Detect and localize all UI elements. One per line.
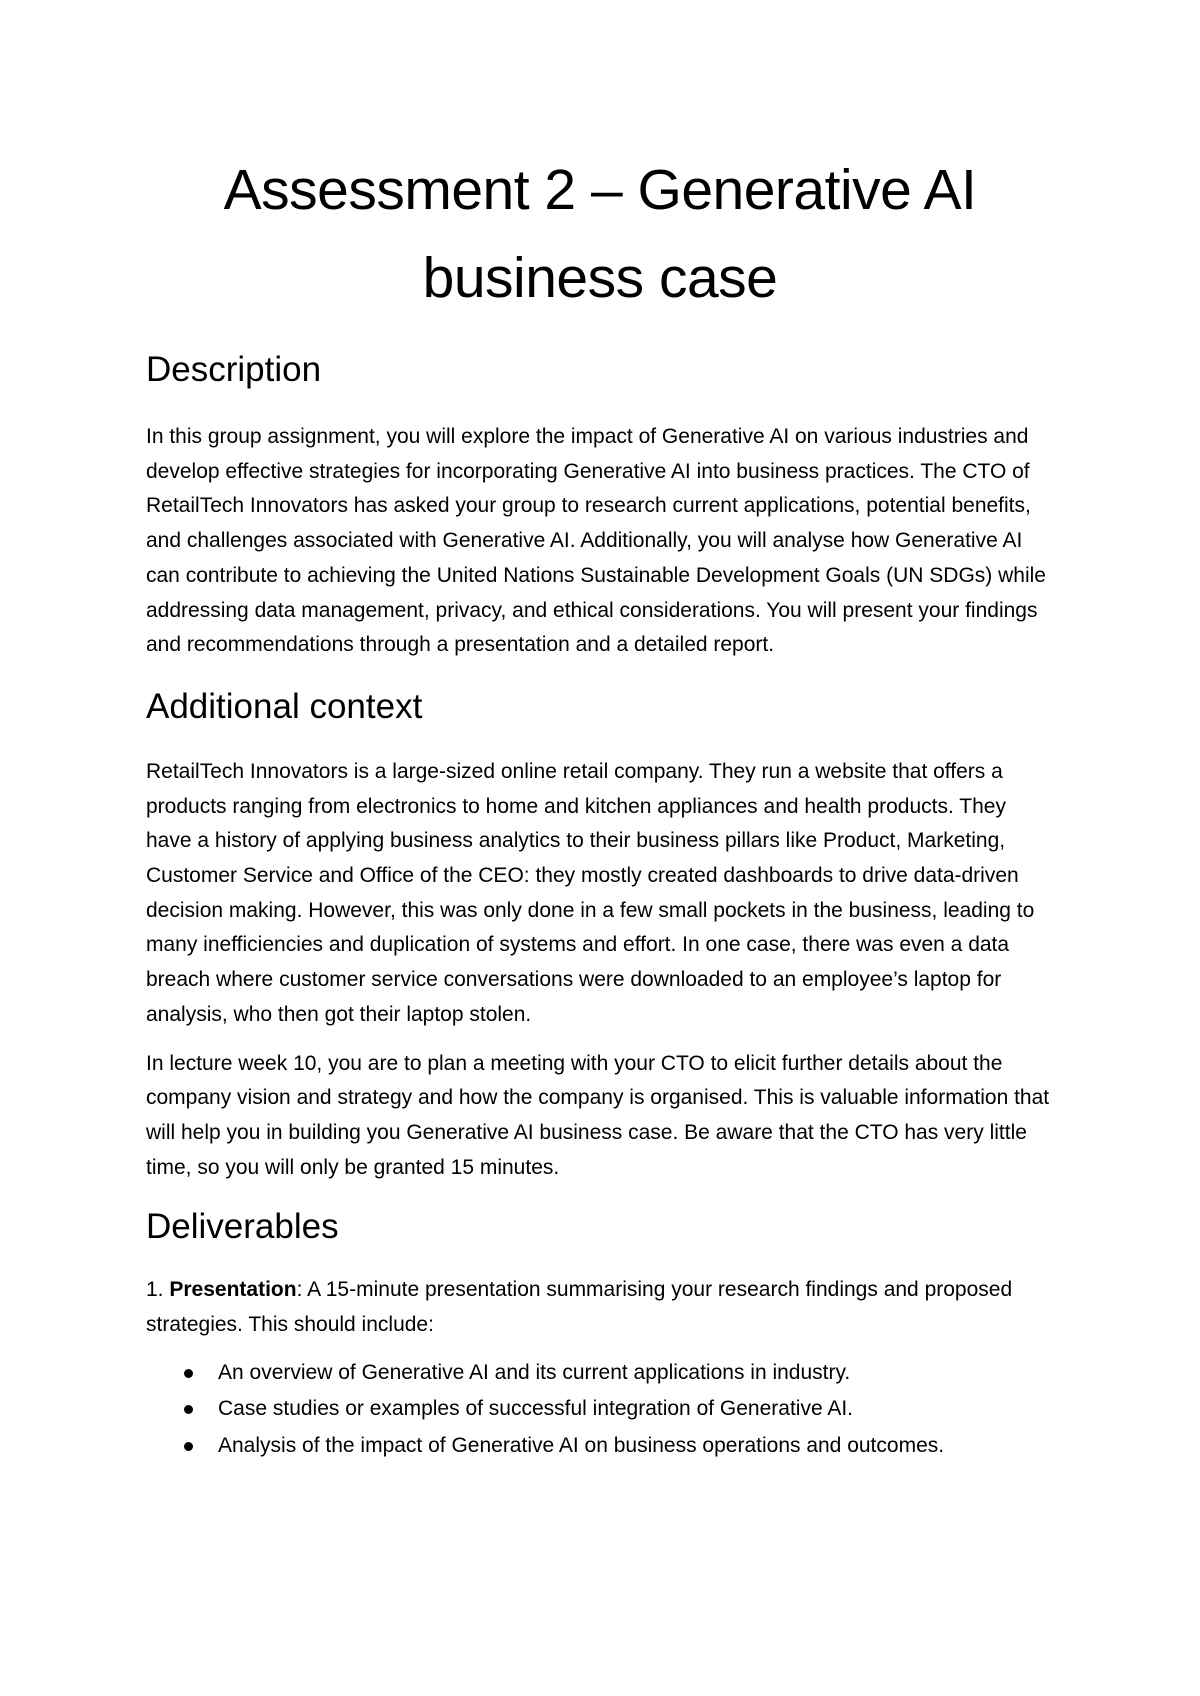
additional-context-paragraph-2: In lecture week 10, you are to plan a meeting with your CTO to elicit further details about the company vision and strategy and how the company is organised. This is valuable information that will help you in building you Generative AI business case. Be aware that the CTO has very little time, so you will only be granted 15 minutes. [146, 1051, 1050, 1179]
deliverable-item-1 [146, 1273, 1054, 1342]
document-title [146, 0, 1054, 322]
bullet-text: Case studies or examples of successful integration of Generative AI. [218, 1397, 853, 1421]
deliverable-label: Presentation [169, 1278, 297, 1302]
bullet-dot-icon [184, 1405, 193, 1414]
bullet-dot-icon [184, 1442, 193, 1451]
bullet-text: Analysis of the impact of Generative AI on business operations and outcomes. [218, 1433, 945, 1457]
bullet-item [218, 1391, 1054, 1428]
bullet-dot-icon [184, 1369, 193, 1378]
additional-context-heading: Additional context [146, 686, 423, 726]
title-line-2: business case [422, 246, 778, 310]
bullet-item [218, 1428, 1054, 1465]
deliverables-heading: Deliverables [146, 1207, 339, 1247]
additional-context-paragraph-1: RetailTech Innovators is a large-sized online retail company. They run a website that offers a products ranging from electronics to home and kitchen appliances and health products. They have a history of applying business analytics to their business pillars like Product, Marketing, Customer Service and Office of the CEO: they mostly created dashboards to drive data-driven decision making. However, this was only done in a few small pockets in the business, leading to many inefficiencies and duplication of systems and effort. In one case, there was even a data breach where customer service conversations were downloaded to an employee’s laptop for analysis, who then got their laptop stolen. [146, 759, 1035, 1026]
deliverable-bullet-list [146, 1355, 1054, 1465]
bullet-item [218, 1355, 1054, 1392]
bullet-text: An overview of Generative AI and its current applications in industry. [218, 1360, 851, 1384]
deliverable-text: : A 15-minute presentation summarising your research findings and proposed strategies. This should include: [146, 1278, 1013, 1337]
title-line-1: Assessment 2 – Generative AI [223, 158, 977, 222]
deliverable-number: 1. [146, 1278, 164, 1302]
description-paragraph: In this group assignment, you will explore the impact of Generative AI on various industries and develop effective strategies for incorporating Generative AI into business practices. The CTO of RetailTech Innovators has asked your group to research current applications, potential benefits, and challenges associated with Generative AI. Additionally, you will analyse how Generative AI can contribute to achieving the United Nations Sustainable Development Goals (UN SDGs) while addressing data management, privacy, and ethical considerations. You will present your findings and recommendations through a presentation and a detailed report. [146, 425, 1046, 657]
description-heading: Description [146, 350, 322, 389]
